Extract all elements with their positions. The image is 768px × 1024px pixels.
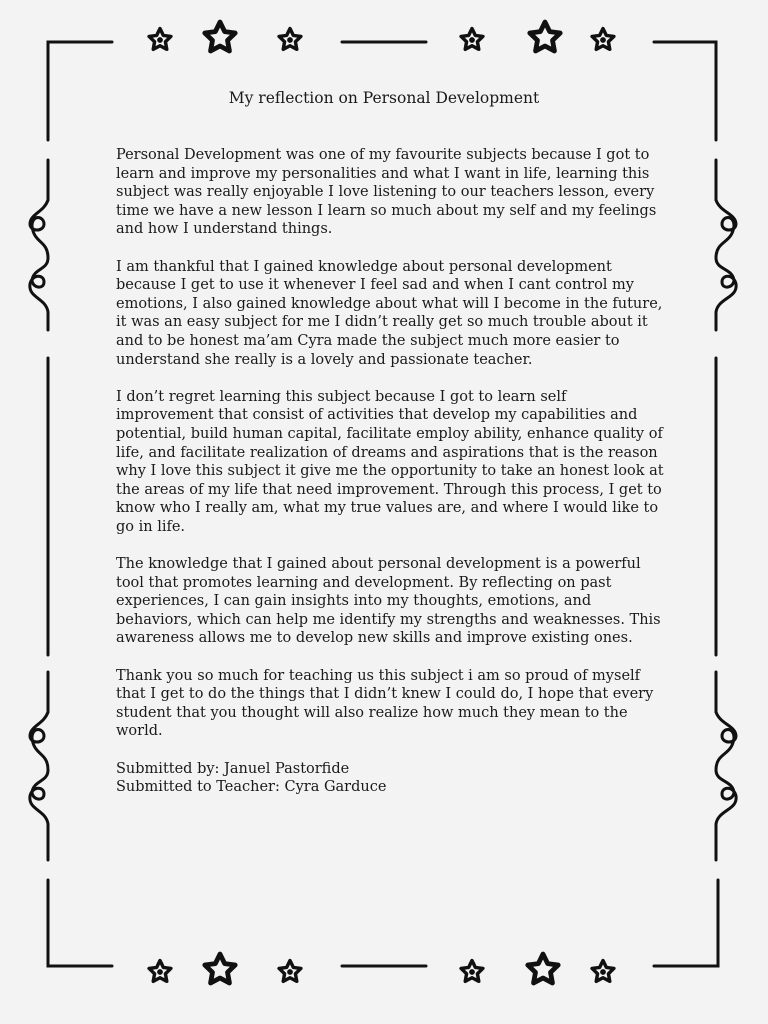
star-icon <box>279 29 301 50</box>
left-border <box>30 160 48 860</box>
submitted-by: Submitted by: Januel Pastorfide <box>116 760 350 777</box>
star-icon <box>592 961 614 982</box>
paragraph: I am thankful that I gained knowledge about personal development because I get to use it whenever I feel sad and when I cant control my emotions, I also gained knowledge about what will I become in the future, it was an easy subject for me I didn’t really get so much trouble about it and to be honest ma’am Cyra made the subject much more easier to understand she really is a lovely and passionate teacher. <box>116 258 663 368</box>
star-icon <box>528 954 558 983</box>
bottom-star-group-left <box>149 954 301 983</box>
star-icon <box>592 29 614 50</box>
right-border <box>716 160 736 860</box>
star-icon <box>205 954 235 983</box>
top-star-group-right <box>461 22 614 51</box>
document-body <box>116 146 664 797</box>
star-icon <box>205 22 235 51</box>
star-icon <box>530 22 560 51</box>
paragraph: Thank you so much for teaching us this subject i am so proud of myself that I get to do the things that I didn’t knew I could do, I hope that every student that you thought will also realize how much they mean to the world. <box>116 667 654 740</box>
paragraph: The knowledge that I gained about personal development is a powerful tool that promotes learning and development. By reflecting on past experiences, I can gain insights into my thoughts, emotions, and behaviors, which can help me identify my strengths and weaknesses. This awareness allows me to develop new skills and improve existing ones. <box>116 556 661 647</box>
star-icon <box>149 961 171 982</box>
star-icon <box>461 29 483 50</box>
paragraph: Personal Development was one of my favourite subjects because I got to learn and improve my personalities and what I want in life, learning this subject was really enjoyable I love listening to our teachers lesson, every time we have a new lesson I learn so much about my self and my feelings and how I understand things. <box>116 147 657 238</box>
star-icon <box>461 961 483 982</box>
paragraph: I don’t regret learning this subject because I got to learn self improvement that consist of activities that develop my capabilities and potential, build human capital, facilitate employ ability, enhance quality of life, and facilitate realization of dreams and aspirations that is the reason why I love this subject it give me the opportunity to take an honest look at the areas of my life that need improvement. Through this process, I get to know who I really am, what my true values are, and where I would like to go in life. <box>116 388 664 535</box>
page-title: My reflection on Personal Development <box>228 89 540 107</box>
bottom-star-group-right <box>461 954 614 983</box>
submitted-to: Submitted to Teacher: Cyra Garduce <box>116 779 387 796</box>
star-icon <box>149 29 171 50</box>
top-star-group-left <box>149 22 301 51</box>
star-icon <box>279 961 301 982</box>
bottom-border-lines <box>48 880 718 966</box>
